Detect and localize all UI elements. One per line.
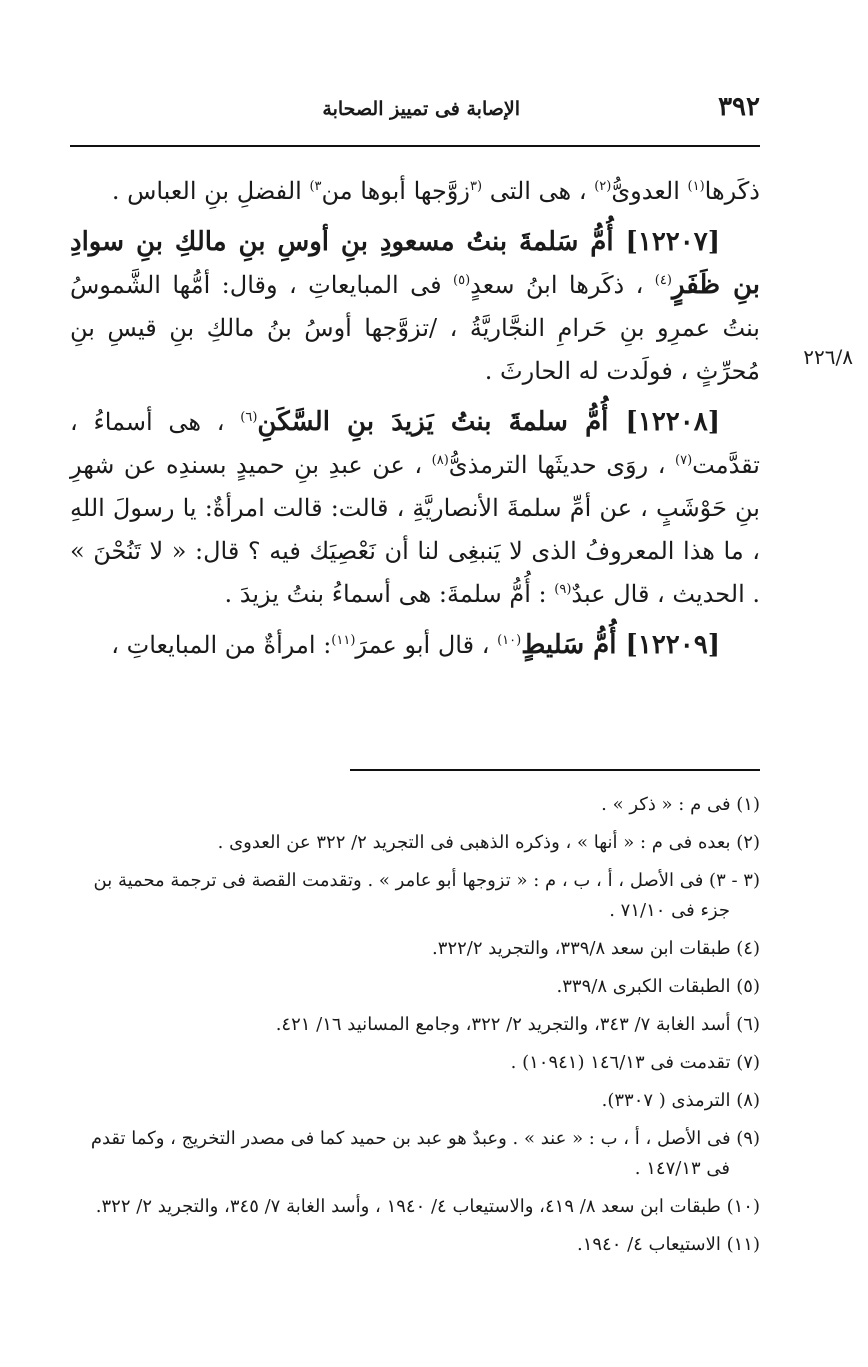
footnote-ref: (٥)	[453, 273, 471, 288]
footnote: (٦) أسد الغابة ٧/ ٣٤٣، والتجريد ٢/ ٣٢٢، وجامع المسانيد ١٦/ ٤٢١.	[275, 1014, 760, 1035]
footnote: (٥) الطبقات الكبرى ٣٣٩/٨.	[556, 976, 760, 997]
text-run: ، هى التى	[482, 177, 595, 205]
text-run: ، روَى حديثَها الترمذىُّ	[448, 451, 675, 479]
footnote: (٧) تقدمت فى ١٤٦/١٣ (١٠٩٤١) .	[510, 1052, 760, 1073]
footnote-ref: (٢)	[594, 179, 612, 194]
text-run: : أُمُّ سلمةَ: هى أسماءُ بنتُ يزيدَ .	[224, 580, 555, 608]
footnote-ref: (١)	[687, 179, 705, 194]
footnote: (١١) الاستيعاب ٤/ ١٩٤٠.	[576, 1234, 760, 1255]
footnote-ref: (١٠)	[497, 633, 522, 648]
footnote-ref: (٧)	[675, 453, 693, 468]
entry-heading: [١٢٢٠٩] أُمُّ سَليطٍ	[521, 630, 720, 660]
footnote: (٣ - ٣) فى الأصل ، أ ، ب ، م : « تزوجها أبو عامر » . وتقدمت القصة فى ترجمة محمية بن جزء فى ٧١/١٠ .	[93, 870, 760, 921]
text-run: فى المبايعاتِ ، وقال: أمُّها الشَّموسُ بنتُ عمرِو بنِ حَرامِ النجَّاريَّةُ ، /تزوَّجها أوسُ بنُ مالكِ بنِ قيسِ بنِ مُحرِّثٍ ، فولَدت له الحارثَ .	[70, 271, 760, 385]
footnote: (٨) الترمذى ( ٣٣٠٧).	[601, 1090, 760, 1111]
footnote-ref: (١١)	[331, 633, 356, 648]
footnote: (١) فى م : « ذكر » .	[601, 794, 760, 815]
text-run: العدوىُّ	[611, 177, 688, 205]
text-run: ، هى أسماءُ ، تقدَّمت	[70, 408, 760, 479]
text-run: : امرأةٌ من المبايعاتِ ،	[111, 631, 332, 659]
footnote: (٤) طبقات ابن سعد ٣٣٩/٨، والتجريد ٣٢٢/٢.	[432, 938, 760, 959]
main-text	[70, 170, 760, 667]
text-run: ، عن عبدِ بنِ حميدٍ بسندِه عن شهرِ بنِ حَوْشَبٍ ، عن أمِّ سلمةَ الأنصاريَّةِ ، قالت: قالت امرأةٌ: يا رسولَ اللهِ ، ما هذا المعروفُ الذى لا يَنبغِى لنا أن نَعْصِيَك فيه ؟ قال: « لا تَنُحْنَ » . الحديث ، قال عبدٌ	[70, 451, 760, 608]
footnote-ref: (٩)	[554, 582, 572, 597]
text-run: الفضلِ بنِ العباس .	[111, 177, 310, 205]
footnote-ref: (٨)	[431, 453, 449, 468]
footnote-ref: (٣	[470, 179, 483, 194]
page-number: ٣٩٢	[718, 92, 760, 122]
footnote-rule	[350, 769, 760, 771]
page-header	[70, 92, 760, 132]
entry-heading: [١٢٢٠٨] أُمُّ سلمةَ بنتُ يَزيدَ بنِ السَّكَنِ	[257, 407, 720, 437]
entry-heading: [١٢٢٠٧] أُمُّ سَلمةَ بنتُ مسعودِ بنِ أوسِ بنِ مالكِ بنِ سوادِ بنِ ظَفَرٍ	[70, 227, 760, 300]
margin-volume-page-ref: ٢٢٦/٨	[803, 345, 853, 369]
footnote-ref: ٣)	[309, 179, 322, 194]
entry-12207	[70, 221, 760, 393]
footnote: (٩) فى الأصل ، أ ، ب : « عند » . وعبدٌ هو عبد بن حميد كما فى مصدر التخريج ، وكما تقدم فى ١٤٧/١٣ .	[90, 1128, 760, 1179]
text-run: ذكَرها	[704, 177, 760, 205]
running-title: الإصابة فى تمييز الصحابة	[322, 98, 520, 120]
paragraph-continuation	[70, 170, 760, 213]
footnote: (٢) بعده فى م : « أنها » ، وذكره الذهبى فى التجريد ٢/ ٣٢٢ عن العدوى .	[217, 832, 760, 853]
entry-12209	[70, 624, 760, 667]
footnote-ref: (٤)	[654, 273, 672, 288]
text-run: زوَّجها أبوها من	[321, 177, 470, 205]
text-run: ، قال أبو عمرَ	[355, 631, 498, 659]
footnotes	[70, 790, 760, 1268]
footnote: (١٠) طبقات ابن سعد ٨/ ٤١٩، والاستيعاب ٤/ ١٩٤٠ ، وأسد الغابة ٧/ ٣٤٥، والتجريد ٢/ ٣٢٢.	[95, 1196, 760, 1217]
footnote-ref: (٦)	[240, 410, 258, 425]
entry-12208	[70, 401, 760, 616]
header-rule	[70, 145, 760, 147]
text-run: ، ذكَرها ابنُ سعدٍ	[470, 271, 655, 299]
